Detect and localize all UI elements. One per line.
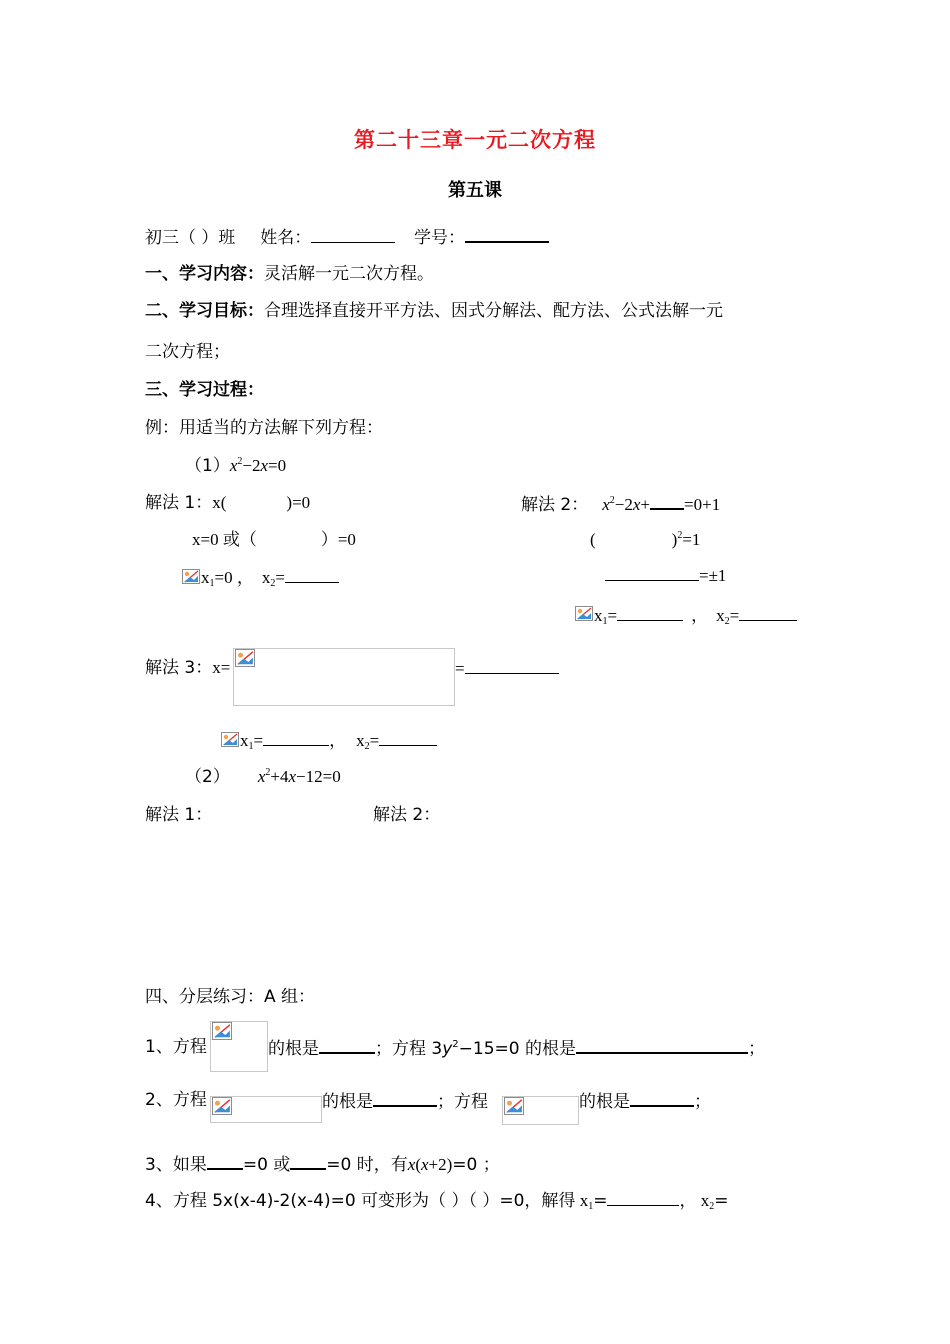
image-placeholder-icon (235, 649, 255, 667)
method-3-x2-blank[interactable] (379, 729, 437, 746)
page-title: 第二十三章一元二次方程 (354, 128, 596, 152)
method-1-x2-blank[interactable] (285, 566, 339, 583)
question-2-end (579, 1089, 711, 1113)
name-blank[interactable] (311, 226, 395, 243)
q1-second-eq-a: ；方程 3 (375, 1039, 443, 1059)
q2-roots-label: 的根是 (322, 1092, 373, 1112)
q3-blank-2[interactable] (290, 1152, 326, 1170)
id-blank[interactable] (465, 225, 549, 243)
q4-comma: ， (679, 1191, 697, 1211)
section-2-heading: 二、学习目标： (145, 301, 264, 321)
q3-c: =0 时，有 (326, 1155, 408, 1175)
method-2-line-2: ( )$^2$=1 (590, 530, 701, 549)
x1-zero: =0 ， (214, 568, 254, 587)
equation-1: $(1)x^2-2x=0$ (185, 456, 287, 476)
question-4: 4、方程 5x(x-4)-2(x-4)=0 可变形为（ ）（ ）=0，解得 $x_1=$ ， $x_2=$ (145, 1191, 729, 1212)
section-2-body-line2: 二次方程； (145, 342, 230, 362)
q4-eq-1: = (593, 1191, 608, 1211)
method-1-l2-a: x=0 或（ (192, 530, 257, 549)
q1-second-eq-b: −15=0 的根是 (458, 1039, 577, 1059)
equals-sign: = (455, 659, 465, 678)
method-2-label: 解法 2： (521, 495, 589, 515)
method-2-paren-open: ( (590, 530, 596, 549)
q1-roots-label: 的根是 (268, 1039, 319, 1059)
q1-end: ； (748, 1039, 766, 1059)
method-3-label: 解法 3： (145, 658, 213, 678)
method-1-line-2 (192, 529, 356, 551)
equation-1-label: （1） (185, 456, 230, 476)
method-2-l2-tail: =1 (682, 530, 701, 549)
method-2-x2-blank[interactable] (739, 604, 797, 621)
method-2-line-3 (605, 564, 726, 587)
q4-eq-2: = (714, 1191, 729, 1211)
method-1-label: 解法 1： (145, 493, 213, 513)
practice-heading: 四、分层练习：A 组： (145, 987, 316, 1007)
paren-open: x( (212, 493, 227, 512)
method-2-complete-square-blank[interactable] (650, 492, 684, 510)
method-2-l1-tail: =0+1 (684, 495, 721, 514)
section-3-heading: 三、学习过程： (145, 380, 264, 400)
method-2-x1-blank[interactable] (617, 604, 683, 621)
question-1-a: 1、方程 (145, 1037, 207, 1057)
q3-b: =0 或 (242, 1155, 291, 1175)
method-3-result-blank[interactable] (465, 657, 559, 674)
image-placeholder-icon (221, 732, 239, 747)
section-1-body: 灵活解一元二次方程。 (264, 264, 434, 284)
lesson-subtitle: 第五课 (448, 180, 502, 201)
q1-second-roots-blank[interactable] (576, 1036, 748, 1054)
class-label: 初三（ ）班 (145, 228, 236, 248)
image-placeholder-icon (182, 569, 200, 584)
q2-end: ； (694, 1092, 711, 1112)
method-3-x: x= (212, 658, 231, 677)
example-intro: 例：用适当的方法解下列方程： (145, 418, 383, 438)
method-3-x1-blank[interactable] (263, 729, 329, 746)
question-2-mid (322, 1089, 488, 1113)
method-2-l3-tail: =±1 (699, 566, 727, 585)
student-info-line (145, 225, 549, 249)
question-3: 3、如果 =0 或 =0 时，有x(x+2)=0 ； (145, 1152, 500, 1176)
section-1-heading: 一、学习内容： (145, 264, 264, 284)
id-label: 学号： (414, 228, 466, 248)
method-3-roots: $x_1=$ ， $x_2=$ (240, 729, 437, 752)
name-label: 姓名： (260, 228, 312, 248)
method-2-root-blank[interactable] (605, 564, 699, 581)
method-1-result: $x_1=0$ ， $x_2=$ (201, 566, 339, 589)
method-3-result-line (455, 657, 559, 680)
section-1 (145, 263, 434, 285)
q2-second-eq: ；方程 (437, 1092, 488, 1112)
paren-close: )=0 (286, 493, 311, 512)
q2-roots-blank[interactable] (373, 1089, 437, 1107)
method-1-l2-b: ）=0 (320, 530, 356, 549)
q4-a: 4、方程 5x(x-4)-2(x-4)=0 可变形为（ ）（ ）=0，解得 (145, 1191, 576, 1211)
question-1-rest: 的根是 ；方程 $3y^2-15=0$ 的根是 ； (268, 1036, 765, 1060)
q2-second-roots-blank[interactable] (630, 1089, 694, 1107)
section-2 (145, 300, 723, 322)
image-placeholder-icon (212, 1022, 232, 1040)
comma: ， (691, 606, 709, 625)
formula-image-frame (233, 648, 455, 706)
q1-roots-blank[interactable] (319, 1036, 375, 1054)
question-2-a: 2、方程 (145, 1090, 207, 1110)
part-2-method-1: 解法 1： (145, 805, 213, 825)
section-2-body-line1: 合理选择直接开平方法、因式分解法、配方法、公式法解一元 (264, 301, 723, 321)
image-placeholder-icon (504, 1097, 524, 1115)
q3-blank-1[interactable] (207, 1152, 243, 1170)
comma: ， (329, 731, 347, 750)
q4-x1-blank[interactable] (607, 1189, 679, 1206)
image-placeholder-icon (575, 606, 593, 621)
method-1-line-1 (145, 492, 310, 514)
part-2-method-2: 解法 2： (373, 805, 441, 825)
equation-2: （2） $x^2+4x-12=0$ (185, 767, 341, 787)
image-placeholder-icon (212, 1097, 232, 1115)
method-2-paren-close: ) (671, 530, 678, 549)
method-2-result: $x_1=$ ， $x_2=$ (594, 604, 797, 627)
equation-2-label: （2） (185, 767, 230, 787)
q2-second-roots-label: 的根是 (579, 1092, 630, 1112)
method-3-line (145, 657, 230, 679)
method-2-line-1: 解法 2： $x^2-2x+ =0+1$ (521, 492, 720, 516)
q3-d: =0 ； (452, 1155, 500, 1175)
q3-a: 3、如果 (145, 1155, 207, 1175)
